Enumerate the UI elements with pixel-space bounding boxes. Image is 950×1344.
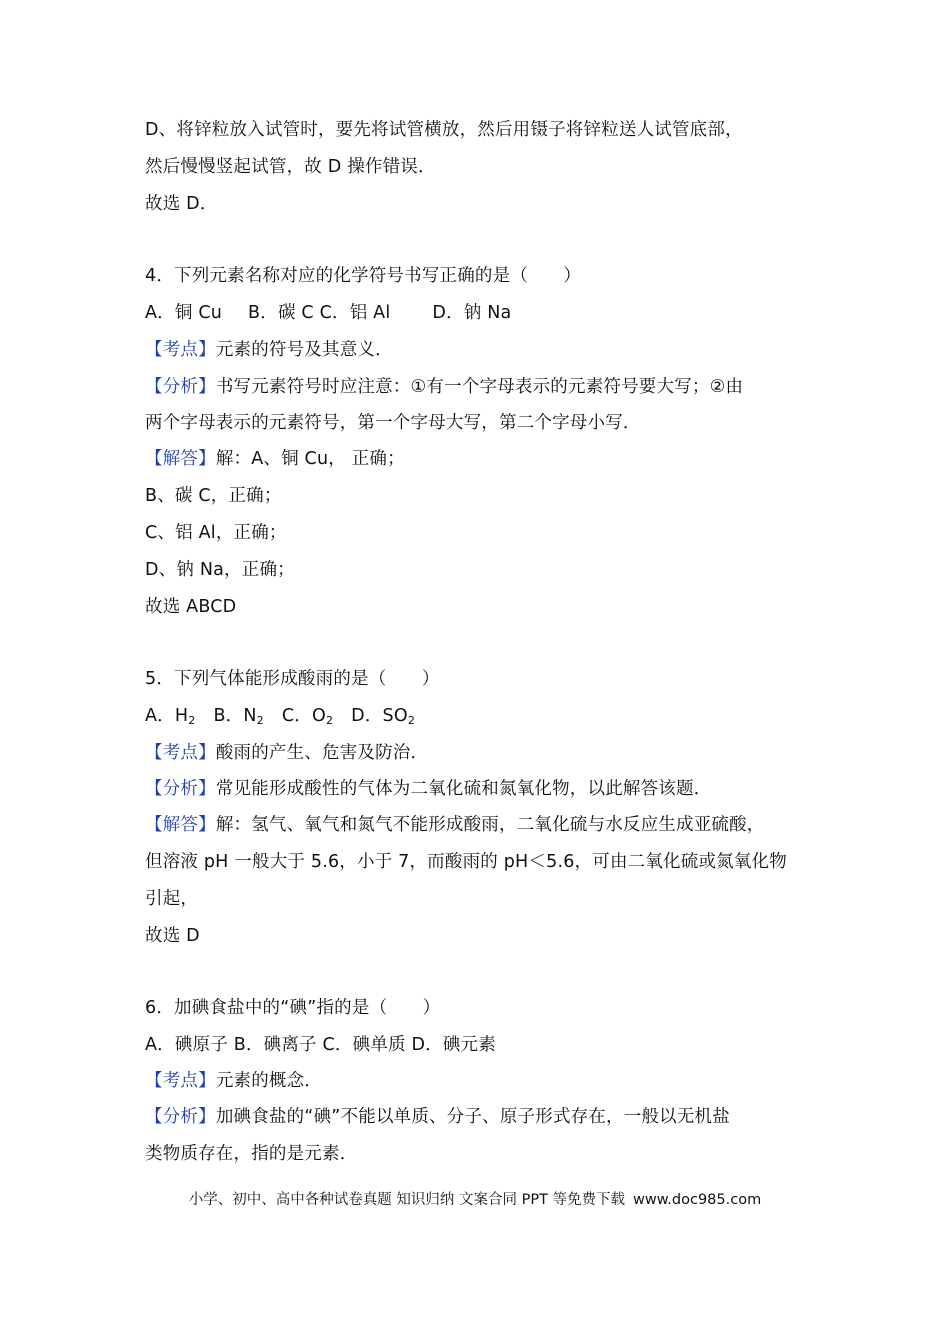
page-footer — [0, 1190, 950, 1210]
jieda-line — [145, 447, 825, 471]
option-b-c: B．碳 C C．铝 Al — [248, 303, 391, 323]
text-line: 类物质存在，指的是元素． — [145, 1144, 358, 1164]
kaodian-line — [145, 1069, 825, 1093]
jieda-tag: 【解答】 — [145, 815, 216, 835]
fenxi-line — [145, 375, 825, 399]
fenxi-text: 书写元素符号时应注意：①有一个字母表示的元素符号要大写；②由 — [215, 377, 744, 397]
text-line: 引起， — [145, 889, 199, 909]
footer-url: www.doc985.com — [633, 1192, 762, 1208]
kaodian-text: 酸雨的产生、危害及防治． — [215, 743, 429, 763]
fenxi-tag: 【分析】 — [145, 1107, 216, 1127]
fenxi-text: 加碘食盐的“碘”不能以单质、分子、原子形式存在，一般以无机盐 — [215, 1107, 730, 1127]
option-b: B．$N_2$ — [213, 706, 264, 727]
fenxi-line — [145, 1105, 825, 1129]
option-d: D．$SO_2$ — [351, 706, 416, 727]
text-line: 但溶液 pH 一般大于 5.6，小于 7，而酸雨的 pH＜5.6，可由二氧化硫或氮氧化物 — [145, 852, 787, 872]
option-a: A．铜 Cu — [145, 303, 223, 323]
text-line: C、铝 Al，正确； — [145, 523, 287, 543]
kaodian-tag: 【考点】 — [145, 340, 216, 360]
question-6-title: 6．加碘食盐中的“碘”指的是（ ） — [145, 998, 441, 1018]
text-line: B、碳 C，正确； — [145, 486, 282, 506]
fenxi-tag: 【分析】 — [145, 779, 216, 799]
footer-text: 小学、初中、高中各种试卷真题 知识归纳 文案合同 PPT 等免费下载 — [188, 1192, 626, 1208]
fenxi-text: 常见能形成酸性的气体为二氧化硫和氮氧化物，以此解答该题． — [215, 779, 712, 799]
kaodian-text: 元素的符号及其意义． — [215, 340, 393, 360]
kaodian-tag: 【考点】 — [145, 743, 216, 763]
kaodian-text: 元素的概念． — [215, 1071, 323, 1091]
kaodian-line — [145, 338, 825, 362]
jieda-line — [145, 813, 825, 837]
answer-line: 故选 D — [145, 926, 200, 946]
text-line: D、钠 Na，正确； — [145, 560, 295, 580]
text-line: 然后慢慢竖起试管，故 D 操作错误． — [145, 157, 436, 177]
option-a: A．$H_2$ — [145, 706, 196, 727]
jieda-tag: 【解答】 — [145, 449, 216, 469]
question-6-options: A．碘原子 B．碘离子 C．碘单质 D．碘元素 — [145, 1035, 496, 1055]
question-5-options — [145, 704, 825, 728]
text-line: 故选 D． — [145, 194, 218, 214]
kaodian-tag: 【考点】 — [145, 1071, 216, 1091]
fenxi-tag: 【分析】 — [145, 377, 216, 397]
jieda-text: 解：A、铜 Cu， 正确； — [215, 449, 405, 469]
kaodian-line — [145, 741, 825, 765]
text-line: 两个字母表示的元素符号，第一个字母大写，第二个字母小写． — [145, 413, 641, 433]
question-5-title: 5．下列气体能形成酸雨的是（ ） — [145, 669, 440, 689]
jieda-text: 解：氢气、氧气和氮气不能形成酸雨，二氧化硫与水反应生成亚硫酸， — [215, 815, 765, 835]
question-4-options — [145, 301, 825, 325]
question-4-title: 4．下列元素名称对应的化学符号书写正确的是（ ） — [145, 266, 582, 286]
option-c: C．$O_2$ — [281, 706, 334, 727]
option-d: D．钠 Na — [432, 303, 512, 323]
answer-line: 故选 ABCD — [145, 597, 237, 617]
text-line: D、将锌粒放入试管时，要先将试管横放，然后用镊子将锌粒送人试管底部， — [145, 120, 743, 140]
fenxi-line — [145, 777, 825, 801]
